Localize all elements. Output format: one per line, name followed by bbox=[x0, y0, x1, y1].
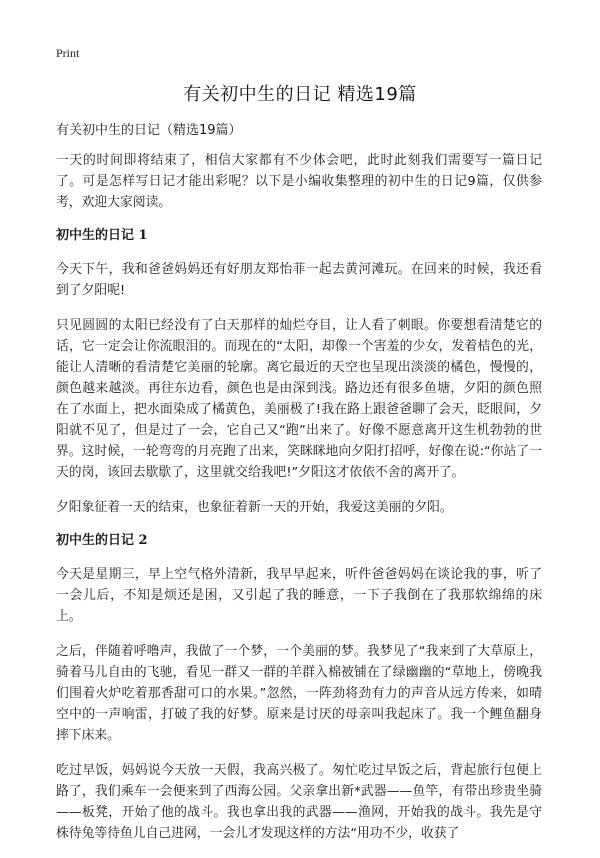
intro-paragraph: 一天的时间即将结束了，相信大家都有不少体会吧，此时此刻我们需要写一篇日记了。可是怎样写日记才能出彩呢？以下是小编收集整理的初中生的日记9篇，仅供参考，欢迎大家阅读。 bbox=[56, 153, 542, 210]
document-title: 有关初中生的日记 精选19篇 bbox=[183, 84, 417, 105]
section-heading: 初中生的日记 1 bbox=[56, 228, 148, 243]
section-heading: 初中生的日记 2 bbox=[56, 533, 148, 548]
section-paragraph: 吃过早饭，妈妈说今天放一天假，我高兴极了。匆忙吃过早饭之后，背起旅行包便上路了，我们乘车一会便来到了西海公园。父亲拿出新*武器——鱼竿，有带出珍贵坐骑——板凳，开始了他的战斗。我也拿出我的武器——渔网，开始我的战斗。我先是守株待兔等待鱼儿自己进网，一会儿才发现这样的方法“用功不少，收获了 bbox=[56, 763, 542, 841]
section-paragraph: 只见圆圆的太阳已经没有了白天那样的灿烂夺目，让人看了刺眼。你要想看清楚它的话，它一定会让你流眼泪的。而现在的“太阳，却像一个害羞的少女，发着桔色的光，能让人清晰的看清楚它美丽的轮廓。离它最近的天空也呈现出淡淡的橘色，慢慢的，颜色越来越淡。再往东边看，颜色也是由深到浅。路边还有很多鱼塘，夕阳的颜色照在了水面上，把水面染成了橘黄色，美丽极了!我在路上跟爸爸聊了会天，眨眼间，夕阳就不见了，但是过了一会，它自己又“跑”出来了。好像不愿意离开这生机勃勃的世界。这时候，一轮弯弯的月亮跑了出来，笑眯眯地向夕阳打招呼，好像在说:“你站了一天的岗，该回去歇歇了，这里就交给我吧!”夕阳这才依依不舍的离开了。 bbox=[56, 318, 542, 480]
section-paragraph: 今天是星期三，早上空气格外清新，我早早起来，听件爸爸妈妈在谈论我的事，听了一会儿后，不知是烦还是困，又引起了我的睡意，一下子我倒在了我那软绵绵的床上。 bbox=[56, 567, 542, 624]
document-subtitle: 有关初中生的日记（精选19篇） bbox=[56, 123, 242, 138]
print-label: Print bbox=[56, 46, 80, 60]
section-paragraph: 之后，伴随着呼噜声，我做了一个梦，一个美丽的梦。我梦见了“我来到了大草原上，骑着马儿自由的飞驰，看见一群又一群的羊群入棉被铺在了绿幽幽的“草地上，傍晚我们围着火炉吃着那香甜可口的水果。”忽然，一阵劲将劲有力的声音从远方传来，如晴空中的一声响雷，打破了我的好梦。原来是讨厌的母亲叫我起床了。我一个鲤鱼翻身摔下床来。 bbox=[56, 644, 542, 743]
section-paragraph: 今天下午，我和爸爸妈妈还有好朋友郑怡菲一起去黄河滩玩。在回来的时候，我还看到了夕阳呢! bbox=[56, 262, 542, 298]
document-body bbox=[56, 122, 542, 858]
section-paragraph: 夕阳象征着一天的结束，也象征着新一天的开始，我爱这美丽的夕阳。 bbox=[56, 500, 453, 515]
